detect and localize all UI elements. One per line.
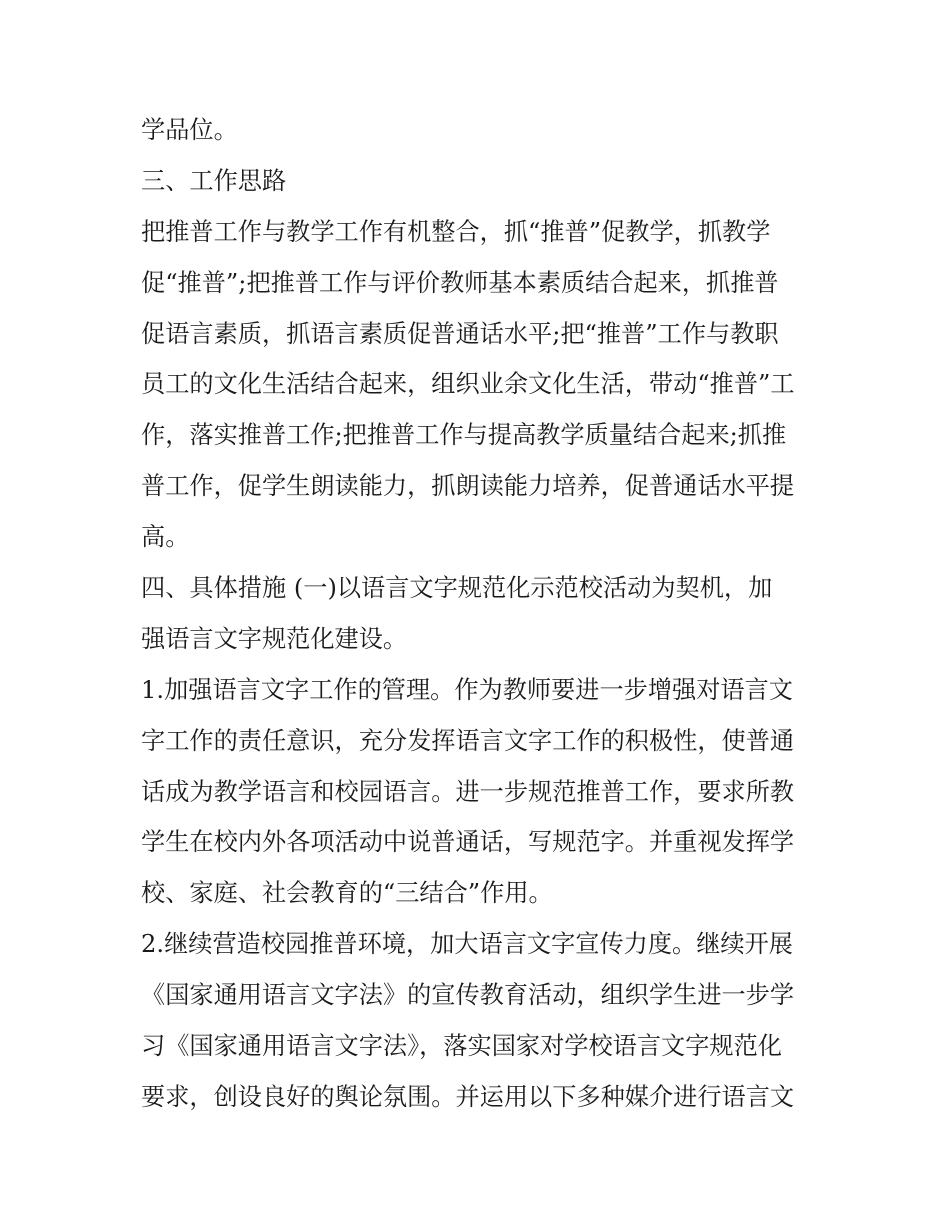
text-line: 员工的文化生活结合起来，组织业余文化生活，带动“推普”工 xyxy=(141,370,795,399)
text-line: 强语言文字规范化建设。 xyxy=(141,624,408,653)
text-line: 习《国家通用语言文字法》，落实国家对学校语言文字规范化 xyxy=(141,1032,782,1061)
list-item-2: 2.继续营造校园推普环境，加大语言文字宣传力度。继续开展 xyxy=(141,930,793,959)
text-line: 促“推普”;把推普工作与评价教师基本素质结合起来，抓推普 xyxy=(141,268,779,297)
list-item-1: 1.加强语言文字工作的管理。作为教师要进一步增强对语言文 xyxy=(141,675,793,704)
section-heading: 四、具体措施 (一)以语言文字规范化示范校活动为契机，加 xyxy=(141,574,773,603)
section-heading: 三、工作思路 xyxy=(141,166,287,195)
text-line: 要求，创设良好的舆论氛围。并运用以下多种媒介进行语言文 xyxy=(141,1082,795,1111)
text-line: 普工作，促学生朗读能力，抓朗读能力培养，促普通话水平提 xyxy=(141,472,795,501)
text-line: 高。 xyxy=(141,523,190,552)
text-line: 把推普工作与教学工作有机整合，抓“推普”促教学，抓教学 xyxy=(141,217,771,246)
text-line: 作，落实推普工作;把推普工作与提高教学质量结合起来;抓推 xyxy=(141,421,787,450)
text-line: 校、家庭、社会教育的“三结合”作用。 xyxy=(141,879,553,908)
text-line: 学生在校内外各项活动中说普通话，写规范字。并重视发挥学 xyxy=(141,828,795,857)
text-line: 《国家通用语言文字法》的宣传教育活动，组织学生进一步学 xyxy=(141,981,795,1010)
text-line: 促语言素质，抓语言素质促普通话水平;把“推普”工作与教职 xyxy=(141,319,779,348)
text-line: 话成为教学语言和校园语言。进一步规范推普工作，要求所教 xyxy=(141,777,795,806)
text-line: 字工作的责任意识，充分发挥语言文字工作的积极性，使普通 xyxy=(141,726,795,755)
text-line: 学品位。 xyxy=(141,116,238,144)
document-body xyxy=(141,105,821,1123)
